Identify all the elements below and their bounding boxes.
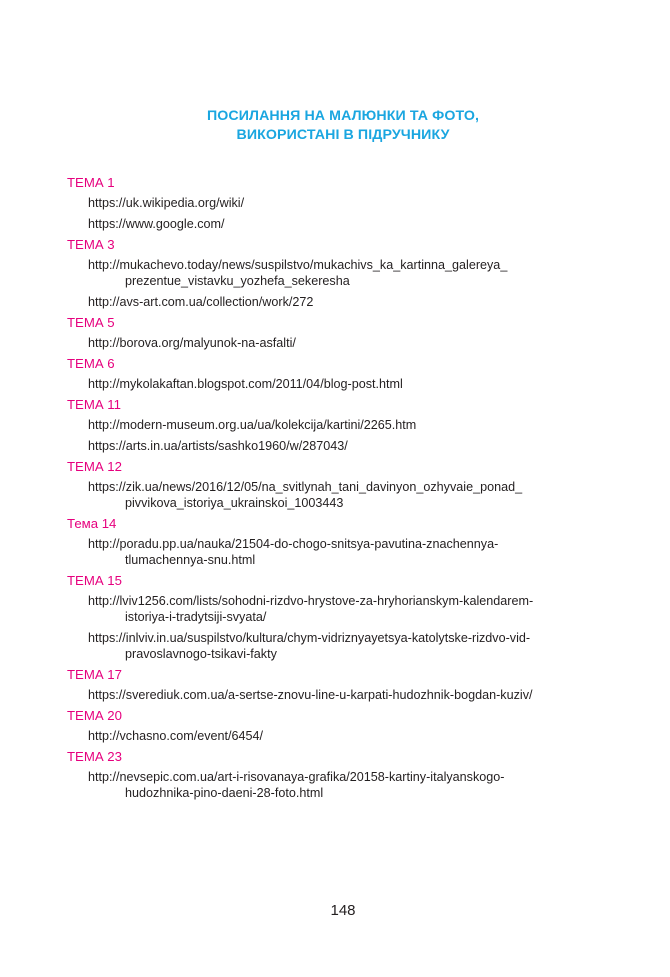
topic-heading: ТЕМА 1	[67, 175, 115, 190]
topic-section	[67, 573, 620, 662]
topic-heading: Тема 14	[67, 516, 117, 531]
reference-link[interactable]	[67, 630, 620, 662]
topic-heading: ТЕМА 3	[67, 237, 115, 252]
topic-section	[67, 397, 620, 454]
reference-link[interactable]	[67, 593, 620, 625]
topic-section	[67, 708, 620, 744]
reference-link[interactable]	[67, 257, 620, 289]
topic-heading: ТЕМА 23	[67, 749, 122, 764]
topic-section	[67, 516, 620, 568]
reference-link[interactable]	[67, 438, 620, 454]
reference-link-line: https://zik.ua/news/2016/12/05/na_svitlynah_tani_davinyon_ozhyvaie_ponad_	[88, 480, 523, 494]
reference-link-continuation: pivvikova_istoriya_ukrainskoi_1003443	[125, 496, 344, 510]
topic-heading: ТЕМА 12	[67, 459, 122, 474]
reference-link[interactable]	[67, 216, 620, 232]
topic-heading: ТЕМА 15	[67, 573, 122, 588]
reference-link-continuation: hudozhnika-pino-daeni-28-foto.html	[125, 786, 324, 800]
reference-link[interactable]	[67, 376, 620, 392]
reference-link-line: http://mukachevo.today/news/suspilstvo/mukachivs_ka_kartinna_galereya_	[88, 258, 508, 272]
reference-link[interactable]	[67, 417, 620, 433]
topic-section	[67, 175, 620, 232]
topic-section	[67, 749, 620, 801]
reference-link-line: https://uk.wikipedia.org/wiki/	[88, 196, 245, 210]
topic-section	[67, 459, 620, 511]
reference-link[interactable]	[67, 728, 620, 744]
reference-link[interactable]	[67, 195, 620, 211]
reference-link-line: http://mykolakaftan.blogspot.com/2011/04/blog-post.html	[88, 377, 403, 391]
page-title-line-1: ПОСИЛАННЯ НА МАЛЮНКИ ТА ФОТО,	[206, 108, 480, 124]
reference-link-continuation: prezentue_vistavku_yozhefa_sekeresha	[125, 274, 350, 288]
reference-link-line: http://borova.org/malyunok-na-asfalti/	[88, 336, 296, 350]
topic-section	[67, 356, 620, 392]
reference-link-continuation: istoriya-i-tradytsiji-svyata/	[125, 610, 267, 624]
page-title-line-2: ВИКОРИСТАНІ В ПІДРУЧНИКУ	[236, 127, 450, 143]
reference-link-line: https://sverediuk.com.ua/a-sertse-znovu-line-u-karpati-hudozhnik-bogdan-kuziv/	[88, 688, 533, 702]
topic-section	[67, 667, 620, 703]
reference-link-line: http://modern-museum.org.ua/ua/kolekcija/kartini/2265.htm	[88, 418, 417, 432]
topic-heading: ТЕМА 5	[67, 315, 115, 330]
reference-link[interactable]	[67, 769, 620, 801]
reference-link[interactable]	[67, 536, 620, 568]
topic-list	[67, 175, 620, 806]
topic-heading: ТЕМА 20	[67, 708, 122, 723]
topic-section	[67, 237, 620, 310]
reference-link-continuation: tlumachennya-snu.html	[125, 553, 256, 567]
topic-heading: ТЕМА 17	[67, 667, 122, 682]
page-number: 148	[330, 902, 356, 919]
reference-link-line: http://poradu.pp.ua/nauka/21504-do-chogo-snitsya-pavutina-znachennya-	[88, 537, 499, 551]
topic-heading: ТЕМА 11	[67, 397, 121, 412]
reference-link-line: http://nevsepic.com.ua/art-i-risovanaya-grafika/20158-kartiny-italyanskogo-	[88, 770, 505, 784]
reference-link[interactable]	[67, 294, 620, 310]
reference-link[interactable]	[67, 479, 620, 511]
page-title	[0, 107, 670, 145]
reference-link-line: https://inlviv.in.ua/suspilstvo/kultura/chym-vidriznyayetsya-katolytske-rizdvo-vid-	[88, 631, 531, 645]
topic-heading: ТЕМА 6	[67, 356, 115, 371]
reference-link-line: https://www.google.com/	[88, 217, 225, 231]
reference-link-line: http://vchasno.com/event/6454/	[88, 729, 264, 743]
reference-link[interactable]	[67, 687, 620, 703]
reference-link-line: http://avs-art.com.ua/collection/work/272	[88, 295, 314, 309]
reference-link[interactable]	[67, 335, 620, 351]
reference-link-line: http://lviv1256.com/lists/sohodni-rizdvo-hrystove-za-hryhorianskym-kalendarem-	[88, 594, 534, 608]
reference-link-continuation: pravoslavnogo-tsikavi-fakty	[125, 647, 277, 661]
topic-section	[67, 315, 620, 351]
reference-link-line: https://arts.in.ua/artists/sashko1960/w/287043/	[88, 439, 348, 453]
